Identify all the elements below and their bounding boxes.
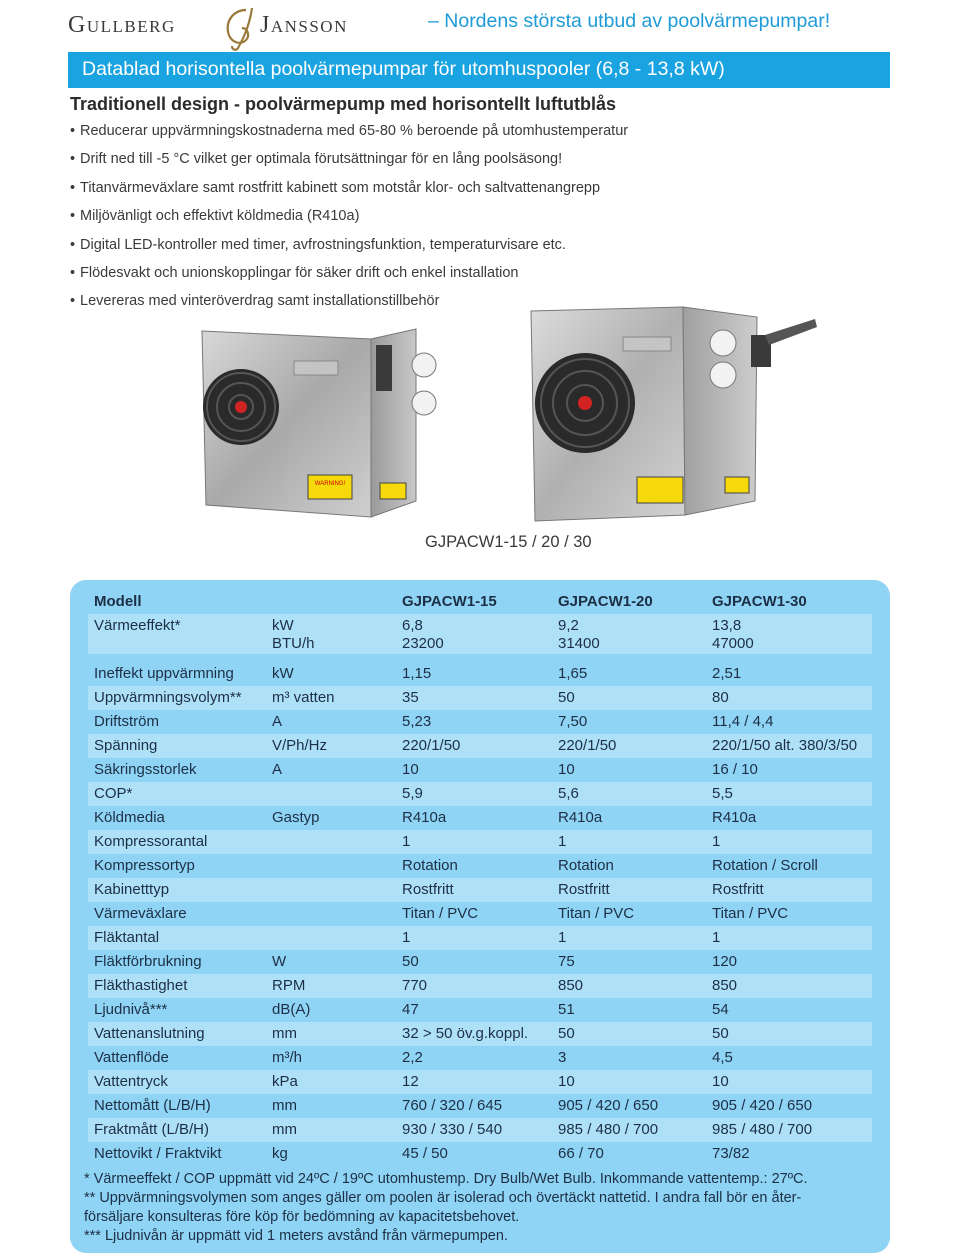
row-value: 220/1/50 [558, 737, 617, 754]
row-label: Ineffekt uppvärmning [94, 665, 234, 682]
row-label: Driftström [94, 713, 159, 730]
feature-item: • Flödesvakt och unionskopplingar för säker drift och enkel installation [70, 265, 519, 281]
row-value: 5,5 [712, 785, 733, 802]
row-value: 120 [712, 953, 738, 970]
row-unit: kPa [272, 1073, 298, 1090]
table-header-cell: Modell [94, 593, 142, 610]
row-value: 47 [402, 1001, 419, 1018]
table-row [88, 782, 872, 806]
row-unit: A [272, 761, 283, 778]
row-label: Kompressortyp [94, 857, 195, 874]
row-unit: m³/h [272, 1049, 302, 1066]
row-value: 5,6 [558, 785, 579, 802]
table-row [88, 1094, 872, 1118]
row-value: 35 [402, 689, 419, 706]
table-row [88, 758, 872, 782]
row-label: COP* [94, 785, 133, 802]
row-label: Uppvärmningsvolym** [94, 689, 242, 706]
row-unit: kg [272, 1145, 288, 1162]
row-value: 4,5 [712, 1049, 733, 1066]
table-row [88, 854, 872, 878]
feature-item: • Digital LED-kontroller med timer, avfrostningsfunktion, temperaturvisare etc. [70, 237, 566, 253]
row-value: 985 / 480 / 700 [712, 1121, 813, 1138]
row-value: 54 [712, 1001, 729, 1018]
row-value: Titan / PVC [712, 905, 789, 922]
row-value: 1 [402, 929, 411, 946]
row-value: 5,23 [402, 713, 432, 730]
row-unit: kW [272, 665, 294, 682]
row-label: Kompressorantal [94, 833, 208, 850]
row-label: Ljudnivå*** [94, 1001, 168, 1018]
row-value: 1,15 [402, 665, 432, 682]
row-value: R410a [712, 809, 757, 826]
row-unit: W [272, 953, 287, 970]
datasheet-title: Datablad horisontella poolvärmepumpar för utomhuspooler (6,8 - 13,8 kW) [68, 52, 890, 88]
row-label: Kabinetttyp [94, 881, 170, 898]
row-label: Vattenanslutning [94, 1025, 205, 1042]
row-value: 985 / 480 / 700 [558, 1121, 659, 1138]
row-value: Rostfritt [402, 881, 454, 898]
row-label: Fläktantal [94, 929, 160, 946]
row-value: 50 [402, 953, 419, 970]
table-row [88, 1046, 872, 1070]
row-label: Fläkthastighet [94, 977, 188, 994]
table-row [88, 1022, 872, 1046]
table-row [88, 926, 872, 950]
row-value: 2,51 [712, 665, 742, 682]
row-value: 770 [402, 977, 428, 994]
row-unit: A [272, 713, 283, 730]
row-value: 5,9 [402, 785, 423, 802]
row-label: Säkringsstorlek [94, 761, 197, 778]
row-label: Fraktmått (L/B/H) [94, 1121, 210, 1138]
row-unit: mm [272, 1121, 297, 1138]
row-label: Nettovikt / Fraktvikt [94, 1145, 222, 1162]
table-row [88, 878, 872, 902]
gj-monogram-icon [216, 4, 264, 52]
table-row [88, 614, 872, 654]
row-value: 3 [558, 1049, 567, 1066]
logo-text-right: Jansson [260, 12, 348, 38]
row-value: R410a [402, 809, 447, 826]
row-value: 930 / 330 / 540 [402, 1121, 503, 1138]
row-value: 50 [712, 1025, 729, 1042]
row-unit: BTU/h [272, 635, 315, 652]
heat-pump-image [525, 305, 821, 525]
footnotes [84, 1170, 884, 1246]
row-value: 1 [402, 833, 411, 850]
feature-item: • Reducerar uppvärmningskostnaderna med 65-80 % beroende på utomhustemperatur [70, 123, 629, 139]
table-row [88, 902, 872, 926]
row-value: 45 / 50 [402, 1145, 448, 1162]
row-unit: V/Ph/Hz [272, 737, 328, 754]
row-label: Värmeväxlare [94, 905, 187, 922]
feature-item: • Drift ned till -5 °C vilket ger optimala förutsättningar för en lång poolsäsong! [70, 151, 563, 167]
logo-text-left: Gullberg [68, 12, 176, 38]
table-row [88, 950, 872, 974]
row-value: 1 [558, 833, 567, 850]
row-unit: dB(A) [272, 1001, 311, 1018]
row-unit: Gastyp [272, 809, 320, 826]
table-row [88, 974, 872, 998]
row-value: 850 [558, 977, 584, 994]
row-value: 760 / 320 / 645 [402, 1097, 503, 1114]
row-value: 850 [712, 977, 738, 994]
header [68, 4, 890, 48]
row-value: 80 [712, 689, 729, 706]
table-header-cell: GJPACW1-15 [402, 593, 497, 610]
row-value: Rostfritt [712, 881, 764, 898]
row-label: Nettomått (L/B/H) [94, 1097, 211, 1114]
row-unit: mm [272, 1025, 297, 1042]
row-label: Vattentryck [94, 1073, 168, 1090]
warning-label: WARNING! [314, 481, 346, 487]
row-unit: m³ vatten [272, 689, 335, 706]
row-value: 66 / 70 [558, 1145, 604, 1162]
table-row [88, 1118, 872, 1142]
row-value: Titan / PVC [402, 905, 479, 922]
feature-item: • Levereras med vinteröverdrag samt installationstillbehör [70, 293, 440, 309]
row-value: 6,8 [402, 617, 423, 634]
row-value: 11,4 / 4,4 [712, 713, 774, 730]
heat-pump-image [196, 325, 450, 525]
row-value: 10 [558, 761, 575, 778]
table-row [88, 734, 872, 758]
row-value: 1 [558, 929, 567, 946]
row-value: 13,8 [712, 617, 742, 634]
row-value: 905 / 420 / 650 [558, 1097, 659, 1114]
row-label: Spänning [94, 737, 158, 754]
model-caption: GJPACW1-15 / 20 / 30 [425, 533, 592, 551]
row-value: R410a [558, 809, 603, 826]
row-value: Rotation [558, 857, 614, 874]
row-value: 10 [558, 1073, 575, 1090]
row-value: Rostfritt [558, 881, 610, 898]
row-label: Värmeeffekt* [94, 617, 181, 634]
row-value: 7,50 [558, 713, 588, 730]
product-subtitle: Traditionell design - poolvärmepump med horisontellt luftutblås [70, 94, 617, 114]
row-value: 16 / 10 [712, 761, 758, 778]
company-logo [68, 4, 388, 48]
row-value: Titan / PVC [558, 905, 635, 922]
row-value: 50 [558, 689, 575, 706]
footnote: *** Ljudnivån är uppmätt vid 1 meters avstånd från värmepumpen. [84, 1228, 508, 1244]
feature-item: • Miljövänligt och effektivt köldmedia (R410a) [70, 208, 360, 224]
row-value: 31400 [558, 635, 600, 652]
footnote: * Värmeeffekt / COP uppmätt vid 24ºC / 19ºC utomhustemp. Dry Bulb/Wet Bulb. Inkommande vattentemp.: 27ºC. [84, 1171, 808, 1187]
table-header-cell: GJPACW1-20 [558, 593, 653, 610]
row-value: 220/1/50 [402, 737, 461, 754]
footnote: försäljare konsulteras före köp för bedömning av kapacitetsbehovet. [84, 1209, 520, 1225]
row-value: 2,2 [402, 1049, 423, 1066]
row-value: 10 [402, 761, 419, 778]
row-value: 1 [712, 833, 721, 850]
table-row [88, 710, 872, 734]
row-value: 47000 [712, 635, 754, 652]
row-unit: mm [272, 1097, 297, 1114]
row-value: 12 [402, 1073, 419, 1090]
row-value: 50 [558, 1025, 575, 1042]
table-row [88, 662, 872, 686]
row-value: 75 [558, 953, 575, 970]
row-value: 1 [712, 929, 721, 946]
row-value: 51 [558, 1001, 575, 1018]
table-row [88, 830, 872, 854]
table-row [88, 998, 872, 1022]
row-label: Köldmedia [94, 809, 165, 826]
row-label: Fläktförbrukning [94, 953, 202, 970]
table-row [88, 806, 872, 830]
table-row [88, 1070, 872, 1094]
table-header-row [88, 590, 872, 614]
footnote: ** Uppvärmningsvolymen som anges gäller om poolen är isolerad och övertäckt nattetid. I andra fall bör en åter- [84, 1190, 802, 1206]
table-row [88, 1142, 872, 1166]
row-unit: kW [272, 617, 294, 634]
row-value: 9,2 [558, 617, 579, 634]
row-value: 220/1/50 alt. 380/3/50 [712, 737, 858, 754]
row-label: Vattenflöde [94, 1049, 169, 1066]
row-value: 23200 [402, 635, 444, 652]
row-value: 32 > 50 öv.g.koppl. [402, 1025, 529, 1042]
row-value: 905 / 420 / 650 [712, 1097, 813, 1114]
row-value: 10 [712, 1073, 729, 1090]
table-header-cell: GJPACW1-30 [712, 593, 807, 610]
row-value: 1,65 [558, 665, 588, 682]
feature-item: • Titanvärmeväxlare samt rostfritt kabinett som motstår klor- och saltvattenangrepp [70, 180, 601, 196]
row-value: 73/82 [712, 1145, 750, 1162]
row-value: Rotation [402, 857, 458, 874]
tagline: – Nordens största utbud av poolvärmepumpar! [428, 10, 831, 32]
row-value: Rotation / Scroll [712, 857, 818, 874]
table-row [88, 686, 872, 710]
row-unit: RPM [272, 977, 306, 994]
